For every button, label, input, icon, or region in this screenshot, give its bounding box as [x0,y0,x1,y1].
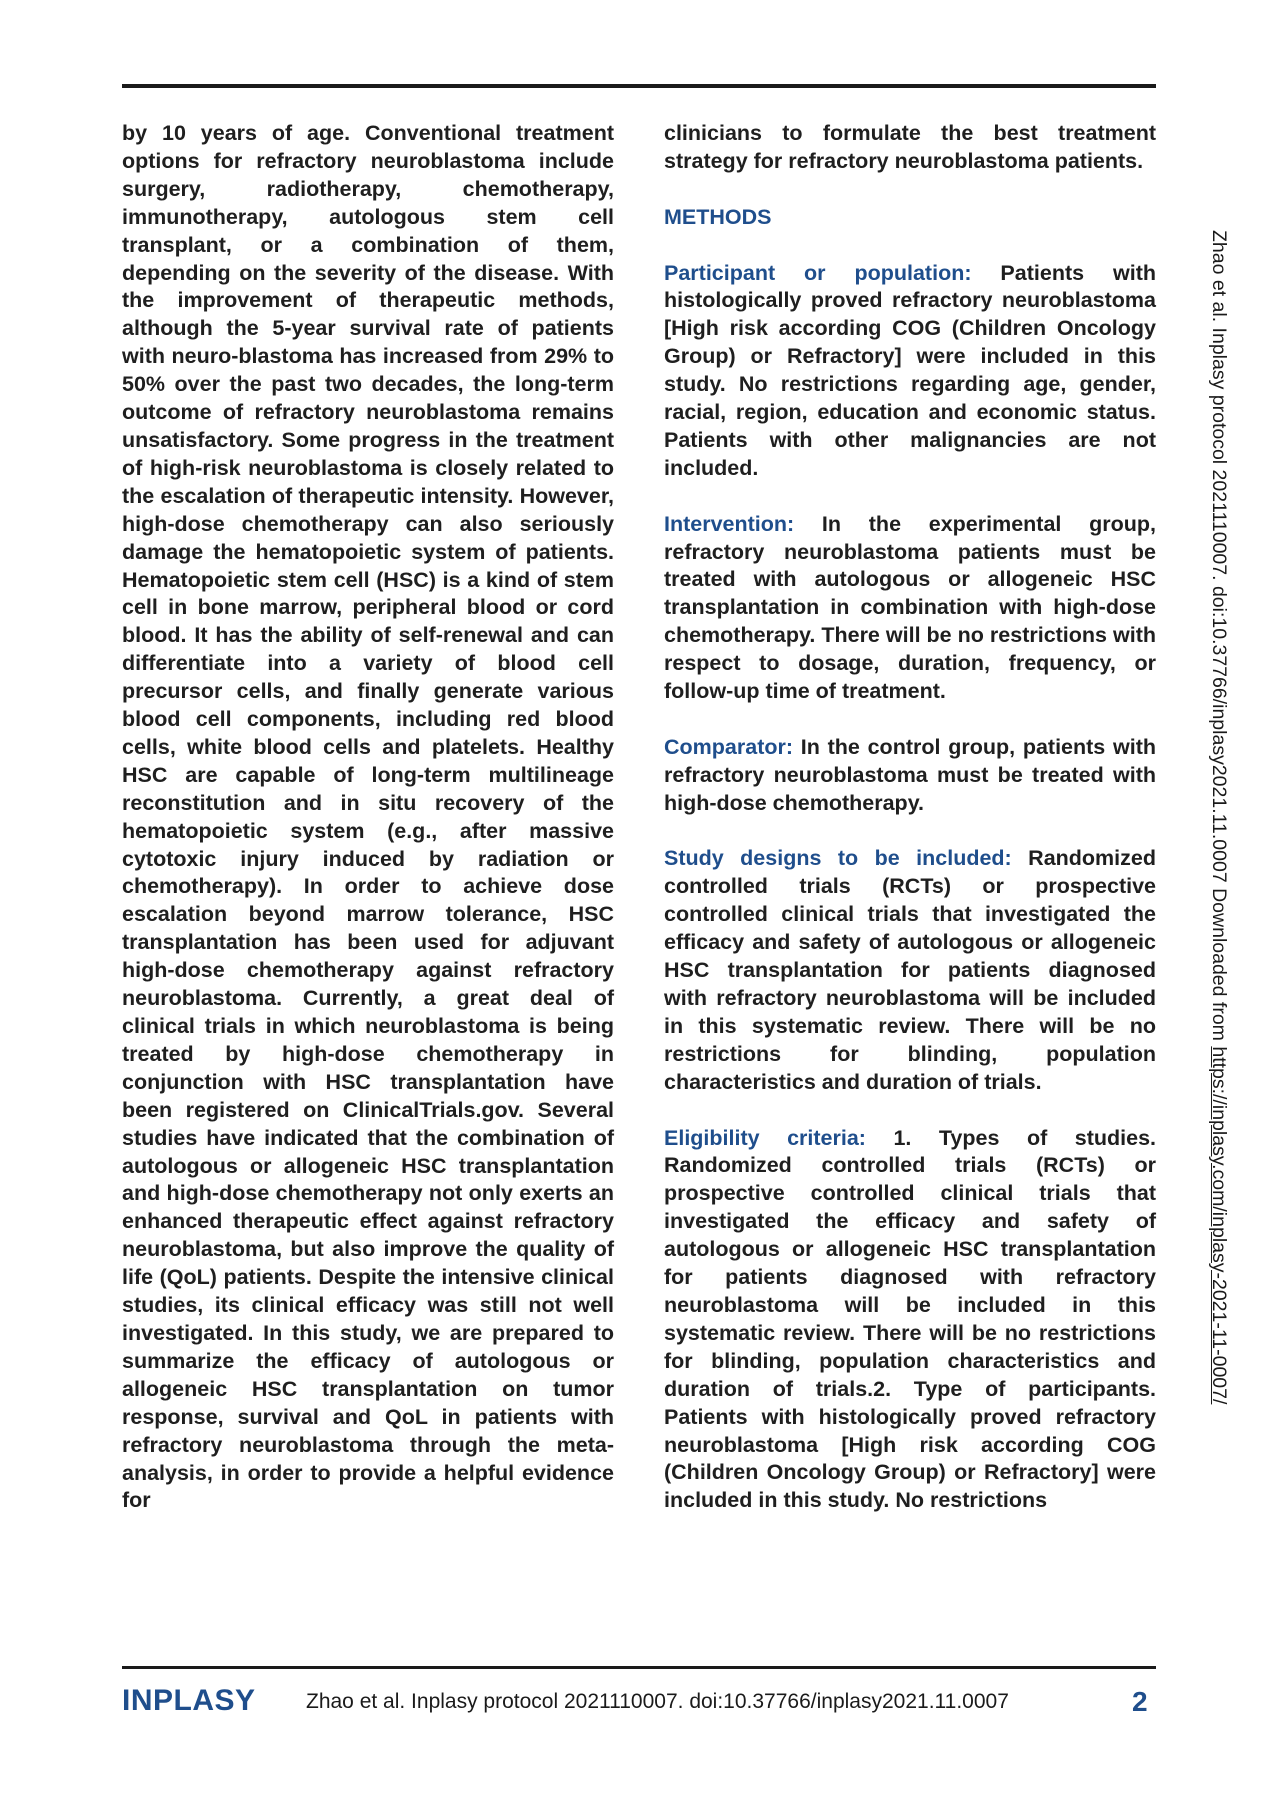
download-link[interactable]: https://inplasy.com/inplasy-2021-11-0007/ [1208,1046,1230,1405]
section-label: Comparator: [664,734,794,759]
section-text: 1. Types of studies. Randomized controlled trials (RCTs) or prospective controlled clinical trials that investigated the efficacy and safety of autologous or allogeneic HSC transplantation for patients diagnosed with refractory neuroblastoma will be included in this systematic review. There will be no restrictions for blinding, population characteristics and duration of trials.2. Type of participants. Patients with histologically proved refractory neuroblastoma [High risk according COG (Children Oncology Group) or Refractory] were included in this study. No restrictions [664,1125,1156,1513]
section-study-designs [664,845,1156,1096]
footer-brand: INPLASY [122,1684,256,1717]
side-download-note [1207,230,1230,1404]
section-label: Participant or population: [664,260,972,285]
header-rule [122,84,1156,88]
left-column [122,120,614,1515]
section-label: Study designs to be included: [664,846,1012,871]
section-eligibility [664,1125,1156,1516]
section-label: Intervention: [664,511,795,536]
section-text: Randomized controlled trials (RCTs) or prospective controlled clinical trials that investigated the efficacy and safety of autologous or allogeneic HSC transplantation for patients diagnosed with refractory neuroblastoma will be included in this systematic review. There will be no restrictions for blinding, population characteristics and duration of trials. [664,846,1156,1094]
side-note-text: Zhao et al. Inplasy protocol 2021110007. doi:10.37766/inplasy2021.11.0007 Downloaded from [1208,230,1230,1047]
page-number: 2 [1132,1686,1148,1717]
footer-rule [122,1666,1156,1669]
intro-paragraph: clinicians to formulate the best treatment strategy for refractory neuroblastoma patients. [664,121,1156,173]
section-comparator [664,734,1156,818]
methods-heading: METHODS [664,204,772,229]
body-paragraph: by 10 years of age. Conventional treatment options for refractory neuroblastoma include surgery, radiotherapy, chemotherapy, immunotherapy, autologous stem cell transplant, or a combination of them, depending on the severity of the disease. With the improvement of therapeutic methods, although the 5-year survival rate of patients with neuro-blastoma has increased from 29% to 50% over the past two decades, the long-term outcome of refractory neuroblastoma remains unsatisfactory. Some progress in the treatment of high-risk neuroblastoma is closely related to the escalation of therapeutic intensity. However, high-dose chemotherapy can also seriously damage the hematopoietic system of patients. Hematopoietic stem cell (HSC) is a kind of stem cell in bone marrow, peripheral blood or cord blood. It has the ability of self-renewal and can differentiate into a variety of blood cell precursor cells, and finally generate various blood cell components, including red blood cells, white blood cells and platelets. Healthy HSC are capable of long-term multilineage reconstitution and in situ recovery of the hematopoietic system (e.g., after massive cytotoxic injury induced by radiation or chemotherapy). In order to achieve dose escalation beyond marrow tolerance, HSC transplantation has been used for adjuvant high-dose chemotherapy against refractory neuroblastoma. Currently, a great deal of clinical trials in which neuroblastoma is being treated by high-dose chemotherapy in conjunction with HSC transplantation have been registered on ClinicalTrials.gov. Several studies have indicated that the combination of autologous or allogeneic HSC transplantation and high-dose chemotherapy not only exerts an enhanced therapeutic effect against refractory neuroblastoma, but also improve the quality of life (QoL) patients. Despite the intensive clinical studies, its clinical efficacy was still not well investigated. In this study, we are prepared to summarize the efficacy of autologous or allogeneic HSC transplantation on tumor response, survival and QoL in patients with refractory neuroblastoma through the meta-analysis, in order to provide a helpful evidence for [122,121,614,1513]
right-column [664,120,1156,1515]
section-text: Patients with histologically proved refractory neuroblastoma [High risk according COG (Children Oncology Group) or Refractory] were included in this study. No restrictions regarding age, gender, racial, region, education and economic status. Patients with other malignancies are not included. [664,260,1156,480]
section-label: Eligibility criteria: [664,1125,866,1150]
section-participants [664,260,1156,483]
section-text: In the experimental group, refractory neuroblastoma patients must be treated with autologous or allogeneic HSC transplantation in combination with high-dose chemotherapy. There will be no restrictions with respect to dosage, duration, frequency, or follow-up time of treatment. [664,511,1156,704]
footer-citation: Zhao et al. Inplasy protocol 2021110007. doi:10.37766/inplasy2021.11.0007 [306,1690,1009,1713]
section-intervention [664,511,1156,706]
section-text: In the control group, patients with refractory neuroblastoma must be treated with high-dose chemotherapy. [664,734,1156,815]
